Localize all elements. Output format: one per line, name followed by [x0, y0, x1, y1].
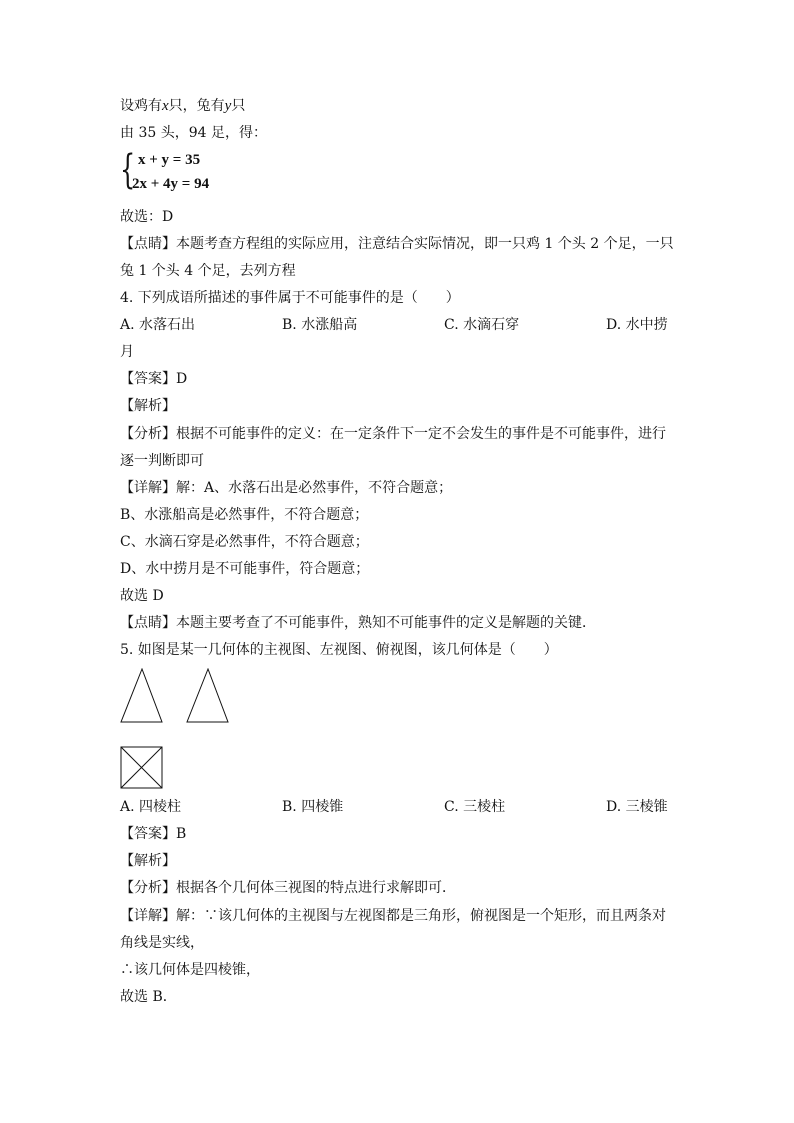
side-view-triangle [186, 668, 230, 724]
text-line: 【点睛】本题考查方程组的实际应用，注意结合实际情况，即一只鸡 1 个头 2 个足，一只 [120, 236, 674, 252]
detail-text: C、水滴石穿是必然事件，不符合题意； [120, 534, 369, 550]
analysis-text: 逐一判断即可 [120, 453, 204, 469]
answer: 【答案】B [120, 826, 187, 842]
front-view-triangle [120, 668, 164, 724]
detail-text: ∴该几何体是四棱锥， [120, 962, 260, 978]
detail-text: 角线是实线， [120, 935, 204, 951]
equation-1: x + y = 35 [138, 152, 201, 168]
detail-text: D、水中捞月是不可能事件，符合题意； [120, 561, 370, 577]
text-line: 兔 1 个头 4 个足，去列方程 [120, 263, 296, 279]
option-d: D. 三棱锥 [606, 799, 668, 815]
detail-text: 【详解】解：∵该几何体的主视图与左视图都是三角形，俯视图是一个矩形，而且两条对 [120, 908, 666, 924]
comment: 【点睛】本题主要考查了不可能事件，熟知不可能事件的定义是解题的关键． [120, 615, 596, 631]
equation-2: 2x + 4y = 94 [132, 176, 210, 192]
variable-x: x [162, 98, 169, 114]
detail-text: B、水涨船高是必然事件，不符合题意； [120, 507, 369, 523]
option-d-continued: 月 [120, 344, 134, 360]
option-d: D. 水中捞 [606, 317, 668, 333]
option-c: C. 三棱柱 [444, 799, 506, 815]
option-b: B. 水涨船高 [282, 317, 358, 333]
equation-brace: { [120, 147, 136, 193]
option-b: B. 四棱锥 [282, 799, 344, 815]
text-segment: 设鸡有 [120, 98, 162, 114]
text-line: 故选：D [120, 209, 174, 225]
top-view-square [120, 746, 164, 790]
conclusion: 故选 B． [120, 989, 177, 1005]
text-segment: 只 [231, 98, 246, 114]
text-line [120, 96, 245, 116]
answer: 【答案】D [120, 371, 188, 387]
analysis-text: 【分析】根据各个几何体三视图的特点进行求解即可． [120, 880, 456, 896]
conclusion: 故选 D [120, 588, 164, 604]
detail-text: 【详解】解：A、水落石出是必然事件，不符合题意； [120, 480, 453, 496]
question-5: 5. 如图是某一几何体的主视图、左视图、俯视图，该几何体是（ ） [120, 642, 558, 658]
question-4: 4. 下列成语所描述的事件属于不可能事件的是（ ） [120, 290, 460, 306]
text-segment: 只，兔有 [168, 98, 225, 114]
variable-y: y [224, 98, 232, 114]
option-c: C. 水滴石穿 [444, 317, 520, 333]
analysis-text: 【分析】根据不可能事件的定义：在一定条件下一定不会发生的事件是不可能事件，进行 [120, 426, 666, 442]
option-a: A. 四棱柱 [120, 799, 182, 815]
option-a: A. 水落石出 [120, 317, 196, 333]
analysis-heading: 【解析】 [120, 853, 176, 869]
analysis-heading: 【解析】 [120, 398, 176, 414]
text-line: 由 35 头，94 足，得： [120, 125, 267, 141]
